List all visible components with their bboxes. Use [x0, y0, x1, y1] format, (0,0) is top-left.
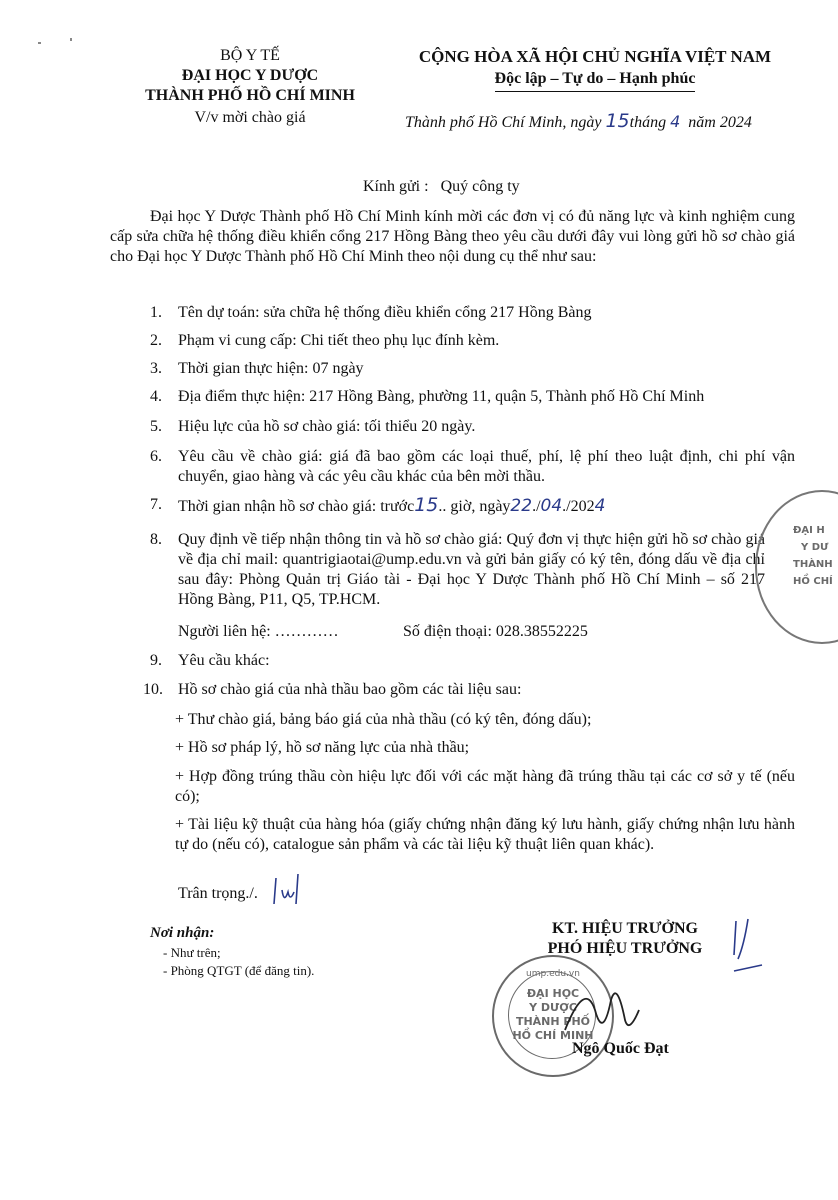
motto-text: Độc lập – Tự do – Hạnh phúc: [495, 68, 696, 92]
item-number: 5.: [150, 418, 162, 435]
item-number: 4.: [150, 388, 162, 405]
date-month-label: tháng: [629, 114, 667, 131]
university-name-line2: THÀNH PHỐ HỒ CHÍ MINH: [145, 87, 355, 104]
list-item: [150, 530, 795, 610]
recipient-line: - Như trên;: [163, 945, 221, 960]
item-number: 7.: [150, 496, 162, 513]
deadline-day: 22: [510, 496, 533, 516]
item-text: Địa điểm thực hiện: 217 Hồng Bàng, phường 11, quận 5, Thành phố Hồ Chí Minh: [178, 388, 705, 405]
item-text: Quy định về tiếp nhận thông tin và hồ sơ chào giá: Quý đơn vị thực hiện gửi hồ sơ chào giá về địa chỉ mail: quantrigiaotai@ump.edu.vn và gửi bản giấy có ký tên, đóng dấu về địa chỉ sau đây: Phòng Quản trị Giáo tài - Đại học Y Dược Thành phố Hồ Chí Minh – số 217 Hồng Bàng, P11, Q5, TP.HCM.: [178, 531, 765, 608]
item-number: 6.: [150, 448, 162, 465]
closing: Trân trọng./.: [178, 885, 258, 902]
stamp-line: HỒ CHÍ MINH: [512, 1029, 594, 1042]
deadline-mid: .. giờ, ngày: [438, 498, 511, 515]
scan-speck: [38, 42, 41, 44]
stamp-rim-text: ump.edu.vn: [526, 969, 580, 979]
side-stamp-line: ĐẠI H: [793, 525, 825, 536]
item-text: Hồ sơ chào giá của nhà thầu bao gồm các tài liệu sau:: [178, 681, 522, 698]
deadline-year-last: 4: [594, 496, 606, 516]
deadline-prefix: Thời gian nhận hồ sơ chào giá: trước: [178, 498, 415, 515]
subject-line: V/v mời chào giá: [194, 109, 306, 126]
item-text: Thời gian thực hiện: 07 ngày: [178, 360, 364, 377]
date-year: năm 2024: [688, 114, 752, 131]
signature-title-line1: KT. HIỆU TRƯỞNG: [552, 920, 698, 937]
date-prefix: Thành phố Hồ Chí Minh, ngày: [405, 114, 602, 131]
side-stamp-text: [793, 522, 838, 590]
deadline-hour: 15: [414, 494, 439, 516]
document-item: + Hồ sơ pháp lý, hồ sơ năng lực của nhà thầu;: [175, 739, 470, 756]
signature-tick-mark: [728, 915, 768, 975]
item-text: Hiệu lực của hồ sơ chào giá: tối thiểu 20 ngày.: [178, 418, 476, 435]
contact-person: Người liên hệ: …………: [178, 623, 339, 640]
item-number: 8.: [150, 531, 162, 548]
item-number: 2.: [150, 332, 162, 349]
recipient-line: - Phòng QTGT (để đăng tin).: [163, 963, 315, 978]
side-stamp-line: HỒ CHÍ: [793, 576, 833, 587]
ministry-name: BỘ Y TẾ: [220, 47, 280, 64]
item-number: 10.: [143, 681, 163, 698]
signer-name: Ngô Quốc Đạt: [572, 1040, 669, 1057]
header-left: [115, 46, 385, 128]
side-stamp-line: Y DƯ: [801, 542, 829, 553]
stamp-line: ĐẠI HỌC: [526, 987, 580, 1000]
document-item: + Tài liệu kỹ thuật của hàng hóa (giấy chứng nhận đăng ký lưu hành, giấy chứng nhận lưu hành tự do (nếu có), catalogue sản phẩm và các tài liệu kỹ thuật liên quan khác).: [175, 816, 795, 853]
recipients-title: Nơi nhận:: [150, 925, 215, 941]
deadline-year-prefix: 202: [570, 498, 595, 515]
university-name-line1: ĐẠI HỌC Y DƯỢC: [181, 67, 319, 84]
item-number: 9.: [150, 652, 162, 669]
document-item: + Hợp đồng trúng thầu còn hiệu lực đối với các mặt hàng đã trúng thầu tại các cơ sở y tế (nếu có);: [175, 768, 795, 805]
date-month: 4: [670, 112, 681, 131]
item-text: Tên dự toán: sửa chữa hệ thống điều khiển cổng 217 Hồng Bàng: [178, 304, 592, 321]
initials-mark: [270, 870, 310, 910]
handwritten-signature: [555, 970, 645, 1050]
item-number: 3.: [150, 360, 162, 377]
signature-title-line2: PHÓ HIỆU TRƯỞNG: [547, 940, 703, 957]
greeting: Kính gửi : Quý công ty: [363, 178, 520, 195]
item-text: Yêu cầu khác:: [178, 652, 270, 669]
motto: [385, 68, 805, 92]
header-right: [385, 46, 805, 92]
contact-phone: Số điện thoại: 028.38552225: [403, 623, 588, 640]
side-stamp-line: THÀNH: [793, 559, 833, 570]
item-text: Yêu cầu về chào giá: giá đã bao gồm các loại thuế, phí, lệ phí theo luật định, chi phí vận chuyển, giao hàng và các yêu cầu khác của bên mời thầu.: [178, 448, 795, 485]
stamp-line: Y DƯỢC: [529, 1001, 577, 1014]
deadline-month: 04: [540, 496, 563, 516]
scan-speck: [70, 38, 72, 41]
date-day: 15: [605, 110, 630, 132]
item-text: Thời gian nhận hồ sơ chào giá: trước15.. giờ, ngày22./04./2024: [178, 494, 606, 516]
item-text: Phạm vi cung cấp: Chi tiết theo phụ lục đính kèm.: [178, 332, 500, 349]
nation-title: CỘNG HÒA XÃ HỘI CHỦ NGHĨA VIỆT NAM: [418, 47, 772, 66]
item-number: 1.: [150, 304, 162, 321]
intro-paragraph: Đại học Y Dược Thành phố Hồ Chí Minh kính mời các đơn vị có đủ năng lực và kinh nghiệm cung cấp sửa chữa hệ thống điều khiển cổng 217 Hồng Bàng theo yêu cầu dưới đây vui lòng gửi hồ sơ chào giá cho Đại học Y Dược Thành phố Hồ Chí Minh theo nội dung cụ thể như sau:: [110, 208, 795, 265]
stamp-line: THÀNH PHỐ: [515, 1015, 591, 1028]
document-item: + Thư chào giá, bảng báo giá của nhà thầu (có ký tên, đóng dấu);: [175, 711, 592, 728]
date-line: [405, 110, 805, 132]
